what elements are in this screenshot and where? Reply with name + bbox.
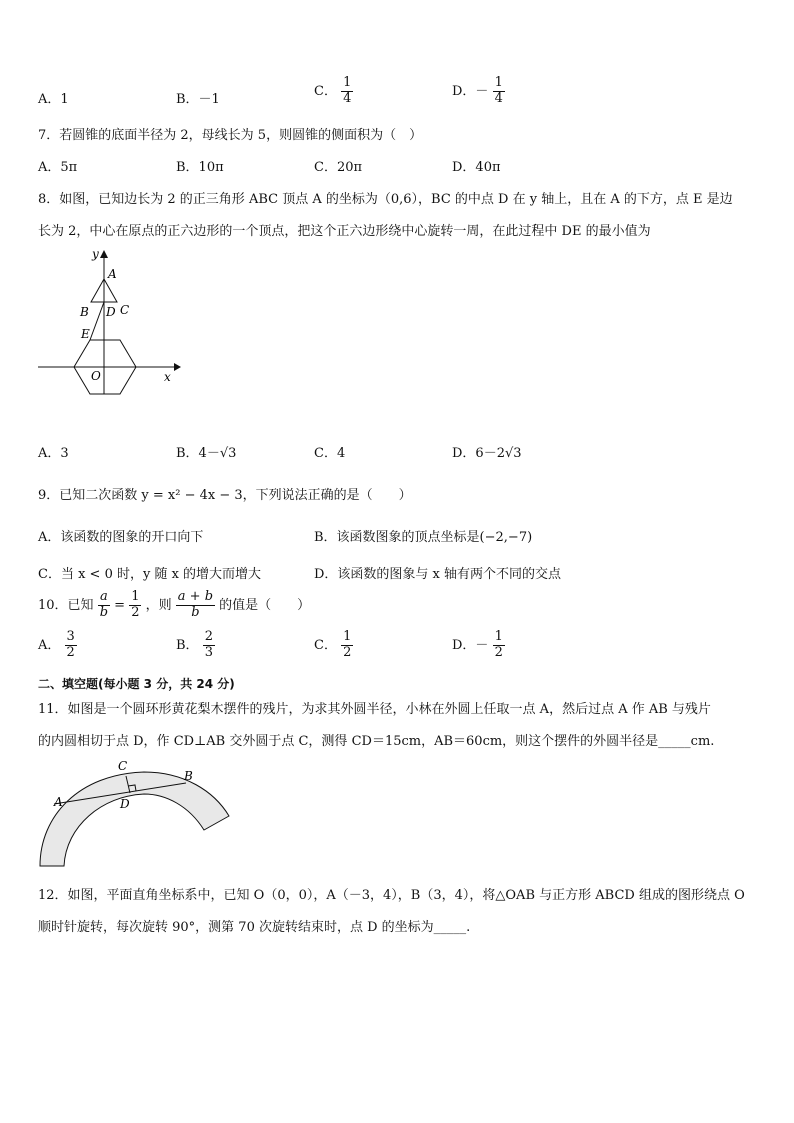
fraction-numerator: 3 (66, 629, 75, 644)
q10-option-d-label: D．－ (452, 637, 489, 653)
label-o: O (91, 369, 101, 383)
q6-option-d-fraction (493, 76, 505, 107)
q11-stem-line1: 11．如图是一个圆环形黄花梨木摆件的残片，为求其外圆半径，小林在外圆上任取一点 A，然后过点 A 作 AB 与残片 (38, 702, 711, 717)
fraction-denominator: 2 (131, 604, 140, 620)
fraction-numerator: 1 (131, 589, 140, 604)
q6-option-d (452, 76, 505, 107)
q10-mid: ，则 (145, 597, 172, 613)
q8-figure (34, 244, 184, 399)
label-b: B (80, 305, 89, 319)
label-c: C (118, 759, 128, 773)
q8-stem-line2: 长为 2，中心在原点的正六边形的一个顶点，把这个正六边形绕中心旋转一周，在此过程中 DE 的最小值为 (38, 224, 651, 239)
label-b: B (184, 769, 193, 783)
fraction-numerator: a + b (177, 589, 214, 604)
q11-stem-line2: 的内圆相切于点 D，作 CD⊥AB 交外圆于点 C，测得 CD＝15cm，AB＝60cm，则这个摆件的外圆半径是_____cm. (38, 734, 715, 749)
label-c: C (120, 303, 130, 317)
q8-option-a: A．3 (38, 446, 69, 461)
q10-option-d (452, 630, 505, 661)
label-e: E (81, 327, 90, 341)
q6-option-d-label: D．－ (452, 83, 489, 99)
q9-option-c: C．当 x < 0 时，y 随 x 的增大而增大 (38, 567, 262, 582)
q10-option-b (176, 630, 215, 661)
q6-option-c-label: C． (314, 83, 337, 99)
q10-expr-fraction (176, 590, 215, 621)
q8-option-d: D．6－2√3 (452, 446, 522, 461)
fraction-denominator: 2 (66, 644, 75, 660)
fraction-numerator: 2 (204, 629, 213, 644)
fraction-numerator: 1 (494, 629, 503, 644)
fraction-numerator: 1 (343, 75, 352, 90)
q12-stem-line2: 顺时针旋转，每次旋转 90°，测第 70 次旋转结束时，点 D 的坐标为_____. (38, 920, 471, 935)
q10-prefix: 10．已知 (38, 597, 94, 613)
fraction-numerator: 1 (494, 75, 503, 90)
label-x: x (164, 370, 171, 384)
q10-equals: = (114, 597, 126, 613)
fraction-denominator: 2 (343, 644, 352, 660)
y-axis-arrow (100, 250, 108, 258)
q11-figure (34, 756, 234, 871)
label-y: y (92, 247, 99, 261)
q9-stem: 9．已知二次函数 y = x² − 4x − 3，下列说法正确的是（ ） (38, 488, 412, 503)
q10-option-b-label: B． (176, 637, 199, 653)
q7-option-b: B．10π (176, 160, 224, 175)
fraction-numerator: a (99, 589, 108, 604)
q9-option-a: A．该函数的图象的开口向下 (38, 530, 204, 545)
fraction-denominator: 4 (494, 90, 503, 106)
section-title: 二、填空题(每小题 3 分，共 24 分) (38, 677, 235, 691)
q8-stem-line1: 8．如图，已知边长为 2 的正三角形 ABC 顶点 A 的坐标为（0,6），BC 的中点 D 在 y 轴上，且在 A 的下方，点 E 是边 (38, 192, 733, 207)
q10-option-d-fraction (493, 630, 505, 661)
fraction-denominator: b (191, 604, 200, 620)
q10-option-c (314, 630, 353, 661)
q12-stem-line1: 12．如图，平面直角坐标系中，已知 O（0，0），A（－3，4），B（3，4），将△OAB 与正方形 ABCD 组成的图形绕点 O (38, 888, 745, 903)
q6-option-b: B．－1 (176, 92, 220, 107)
q9-option-d: D．该函数的图象与 x 轴有两个不同的交点 (314, 567, 562, 582)
segment-de (90, 302, 104, 340)
q7-option-d: D．40π (452, 160, 501, 175)
q6-option-c (314, 76, 353, 107)
q7-option-c: C．20π (314, 160, 363, 175)
q10-option-a (38, 630, 77, 661)
fraction-denominator: 2 (494, 644, 503, 660)
q10-stem (38, 590, 310, 621)
label-d: D (106, 305, 116, 319)
label-a: A (54, 795, 63, 809)
fraction-numerator: 1 (343, 629, 352, 644)
q6-option-c-fraction (341, 76, 353, 107)
q7-option-a: A．5π (38, 160, 78, 175)
q10-option-a-fraction (65, 630, 77, 661)
fraction-denominator: 3 (204, 644, 213, 660)
q7-stem: 7．若圆锥的底面半径为 2，母线长为 5，则圆锥的侧面积为（ ） (38, 128, 423, 143)
q8-option-b: B．4－√3 (176, 446, 237, 461)
label-a: A (108, 267, 117, 281)
q6-option-a: A．1 (38, 92, 69, 107)
fraction-denominator: 4 (343, 90, 352, 106)
q8-option-c: C．4 (314, 446, 346, 461)
annulus-fragment (40, 772, 229, 866)
q10-suffix: 的值是（ ） (219, 597, 311, 613)
q10-given-fraction (98, 590, 110, 621)
q10-option-a-label: A． (38, 637, 61, 653)
label-d: D (120, 797, 130, 811)
q10-option-b-fraction (203, 630, 215, 661)
x-axis-arrow (174, 363, 181, 371)
fraction-denominator: b (99, 604, 109, 620)
q10-option-c-fraction (341, 630, 353, 661)
q10-option-c-label: C． (314, 637, 337, 653)
q9-option-b: B．该函数图象的顶点坐标是(−2,−7) (314, 530, 533, 545)
q10-half-fraction (129, 590, 141, 621)
